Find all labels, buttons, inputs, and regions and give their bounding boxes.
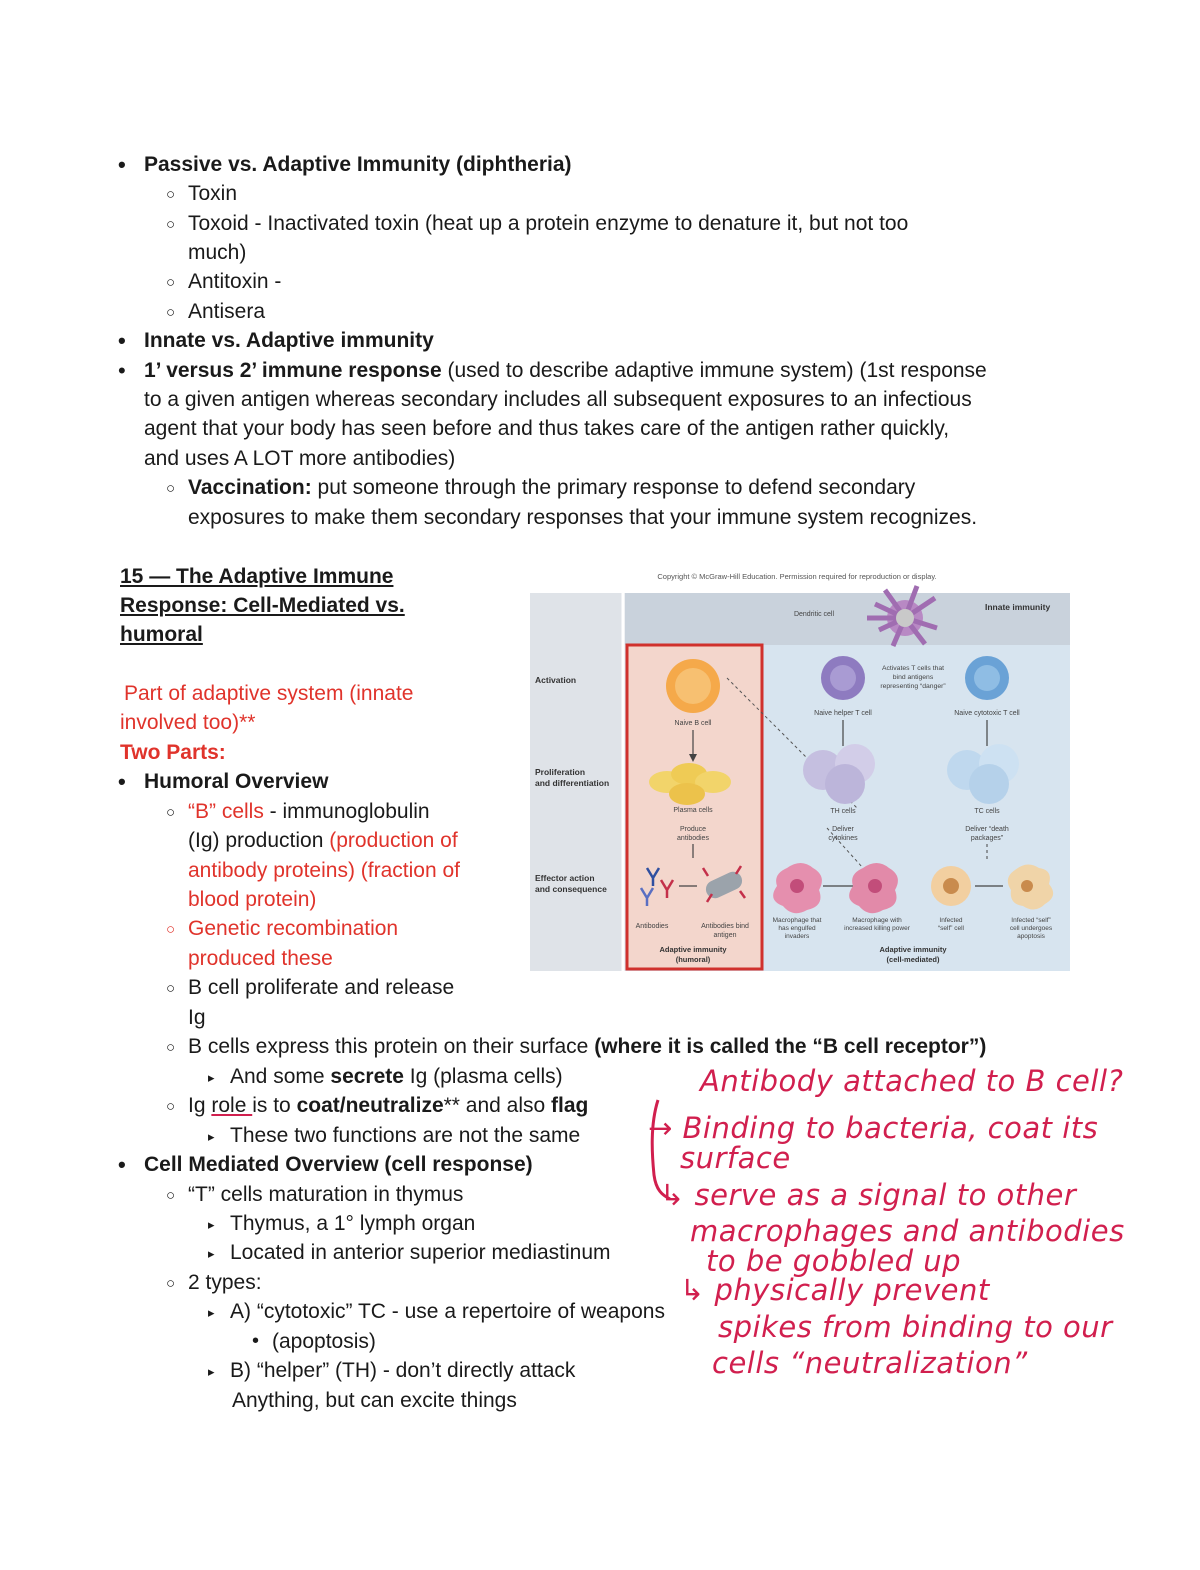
figure-copyright: Copyright © McGraw-Hill Education. Permission required for reproduction or display. (657, 572, 937, 581)
ig-coat: coat/neutralize (296, 1094, 444, 1117)
helper-line2: Anything, but can excite things (232, 1389, 517, 1412)
apoptosis-label-1: Infected “self” (1011, 917, 1051, 924)
bcells-red: “B” cells (188, 800, 264, 823)
ig-is: is to (252, 1094, 297, 1117)
ig-production (188, 826, 458, 855)
infected-label-2: “self” cell (937, 925, 965, 932)
bullet-innate: • Innate vs. Adaptive immunity (144, 326, 434, 355)
handwritten-note-2: → Binding to bacteria, coat its (648, 1111, 1099, 1145)
sub-located: ▸ Located in anterior superior mediastinum (230, 1238, 611, 1267)
activates-label-2: bind antigens (892, 674, 934, 681)
effector-label-2: and consequence (535, 884, 607, 894)
humoral-label-2: (humoral) (675, 955, 711, 964)
proliferate-line2: Ig (188, 1006, 206, 1029)
sub-express (188, 1032, 986, 1061)
naive-cyto-label: Naive cytotoxic T cell (954, 710, 1020, 717)
sub-helper: ▸ B) “helper” (TH) - don’t directly attack (230, 1356, 575, 1385)
handwritten-note-5: macrophages and antibodies (690, 1214, 1125, 1248)
sub-thymus: ▸ Thymus, a 1° lymph organ (230, 1209, 475, 1238)
blood-protein: blood protein) (188, 888, 317, 911)
deliver-cyto-label-1: Deliver (832, 826, 854, 833)
ig-production-red: (production of (329, 829, 458, 852)
handwritten-note-6: to be gobbled up (706, 1244, 962, 1278)
response-bold: 1’ versus 2’ immune response (144, 359, 442, 382)
sub-antisera: ○ Antisera (188, 297, 265, 326)
effector-label-1: Effector action (535, 873, 595, 883)
prolif-label-2: and differentiation (535, 778, 610, 788)
cellmed-label-1: Adaptive immunity (879, 945, 947, 954)
infected-label-1: Infected (939, 917, 963, 924)
plasma-label: Plasma cells (673, 807, 713, 814)
sub-two-types: ○ 2 types: (188, 1268, 262, 1297)
activation-label: Activation (535, 675, 577, 685)
apoptosis-label-2: cell undergoes (1009, 925, 1053, 932)
sub-cytotoxic: ▸ A) “cytotoxic” TC - use a repertoire of weapons (230, 1297, 665, 1326)
sub-antitoxin: ○ Antitoxin - (188, 267, 281, 296)
deliver-death-label-2: packages” (970, 835, 1004, 842)
vaccination-bold: Vaccination: (188, 476, 312, 499)
antibodies-bind-label-2: antigen (713, 932, 737, 939)
handwritten-note-9: cells “neutralization” (712, 1346, 1028, 1380)
apoptosis-label-3: apoptosis (1017, 933, 1045, 940)
vaccination-rest: put someone through the primary response to defend secondary (311, 476, 916, 499)
cellmed-label-2: (cell-mediated) (886, 955, 940, 964)
express-bold: (where it is called the “B cell receptor”) (594, 1035, 987, 1058)
bullet-cell-mediated: • Cell Mediated Overview (cell response) (144, 1150, 533, 1179)
produce-label-1: Produce (679, 826, 707, 833)
th-label: TH cells (830, 808, 856, 815)
secrete-pre: And some (230, 1065, 331, 1088)
bcells-rest: - immunoglobulin (263, 800, 430, 823)
deliver-cyto-label-2: cytokines (828, 835, 858, 842)
infected-self-cell-icon (931, 866, 971, 906)
naive-b-label: Naive B cell (674, 720, 712, 727)
sub-genetic: ○ Genetic recombination (188, 914, 398, 943)
part-of-line2: involved too)** (120, 711, 256, 734)
ig-pre: Ig (188, 1094, 212, 1117)
bullet-humoral: • Humoral Overview (144, 767, 328, 796)
sub-ig-role (188, 1091, 588, 1120)
sub-vaccination (188, 473, 915, 502)
response-line3: agent that your body has seen before and thus takes care of the antigen rather quickly, (144, 417, 950, 440)
dendritic-label: Dendritic cell (793, 611, 835, 618)
handwritten-note-3: surface (680, 1141, 791, 1175)
antibody-proteins: antibody proteins) (fraction of (188, 859, 460, 882)
express-text: B cells express this protein on their surface (188, 1035, 595, 1058)
response-line2: to a given antigen whereas secondary includes all subsequent exposures to an infectious (144, 388, 972, 411)
macro-increased-label-1: Macrophage with (852, 917, 902, 924)
deliver-death-label-1: Deliver “death (965, 826, 1009, 833)
sub-bcells (188, 797, 430, 826)
handwritten-note-4: ↳ serve as a signal to other (660, 1178, 1077, 1212)
antibodies-bind-label-1: Antibodies bind (701, 923, 749, 930)
response-rest: (used to describe adaptive immune system) (1st response (441, 359, 987, 382)
ig-role: role (211, 1094, 253, 1117)
humoral-label-1: Adaptive immunity (659, 945, 727, 954)
innate-label: Innate immunity (985, 602, 1051, 612)
prolif-label-1: Proliferation (535, 767, 586, 777)
sub-two-functions: ▸ These two functions are not the same (230, 1121, 580, 1150)
handwritten-note-1: Antibody attached to B cell? (700, 1064, 1124, 1098)
macro-engulfed-label-1: Macrophage that (772, 917, 822, 924)
macro-engulfed-label-2: has engulfed (778, 925, 816, 932)
produced-these: produced these (188, 947, 333, 970)
secrete-bold: secrete (330, 1065, 404, 1088)
innate-band (625, 593, 1070, 645)
antibodies-label: Antibodies (635, 923, 669, 930)
tc-label: TC cells (974, 808, 1000, 815)
adaptive-immunity-figure (527, 568, 1072, 973)
secrete-rest: Ig (plasma cells) (403, 1065, 563, 1088)
sub-toxoid: ○ Toxoid - Inactivated toxin (heat up a protein enzyme to denature it, but not too (188, 209, 908, 238)
vaccination-line2: exposures to make them secondary responses that your immune system recognizes. (188, 506, 978, 529)
sub-apoptosis: • (apoptosis) (272, 1327, 376, 1356)
bullet-passive: • Passive vs. Adaptive Immunity (diphtheria) (144, 150, 572, 179)
macro-engulfed-label-3: invaders (784, 933, 810, 940)
section-heading: 15 — The Adaptive Immune Response: Cell-Mediated vs. humoral (120, 565, 405, 646)
sub-toxoid-cont: much) (188, 241, 247, 264)
sub-secrete (230, 1062, 563, 1091)
sub-toxin: ○ Toxin (188, 179, 237, 208)
handwritten-note-8: spikes from binding to our (718, 1310, 1113, 1344)
activates-label-3: representing “danger” (880, 683, 946, 690)
bullet-response (144, 356, 987, 385)
handwritten-note-7: ↳ physically prevent (680, 1273, 990, 1307)
response-line4: and uses A LOT more antibodies) (144, 447, 456, 470)
produce-label-2: antibodies (677, 835, 709, 842)
activates-label-1: Activates T cells that (881, 665, 945, 672)
ig-flag: flag (551, 1094, 589, 1117)
sub-proliferate: ○ B cell proliferate and release (188, 973, 454, 1002)
naive-helper-label: Naive helper T cell (814, 710, 872, 717)
macro-increased-label-2: increased killing power (844, 925, 910, 932)
sub-tcells: ○ “T” cells maturation in thymus (188, 1180, 463, 1209)
two-parts: Two Parts: (120, 741, 226, 764)
part-of-line1: Part of adaptive system (innate (124, 682, 414, 705)
ig-production-text: (Ig) production (188, 829, 330, 852)
ig-star: ** and also (443, 1094, 552, 1117)
